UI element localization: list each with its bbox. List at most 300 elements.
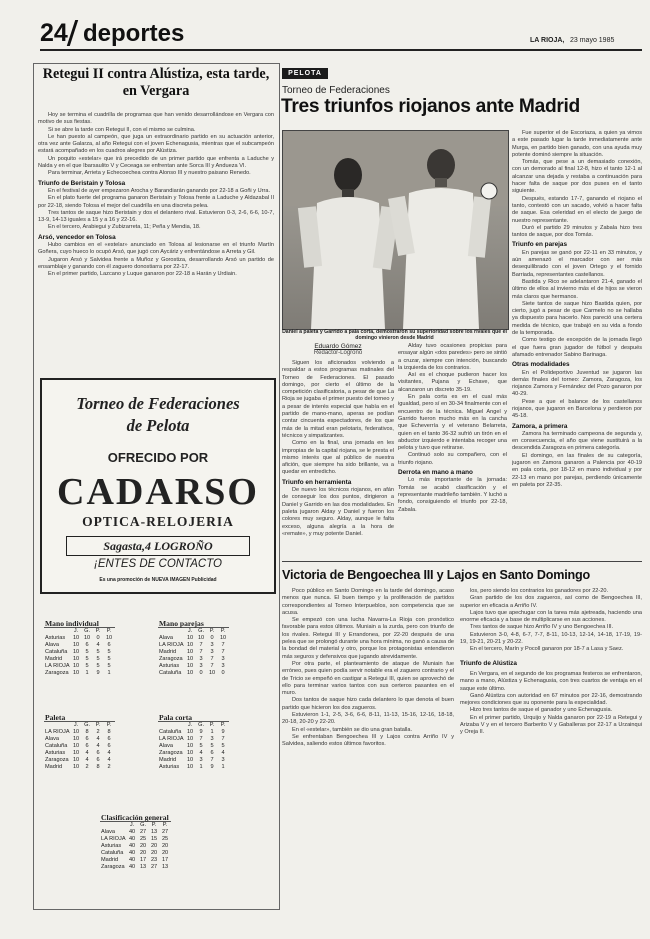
col-head: J.: [187, 628, 193, 634]
stat-cell: 27: [139, 829, 147, 835]
team-cell: Zaragoza: [45, 757, 69, 763]
table-row: [44, 736, 115, 743]
stat-cell: 13: [161, 864, 169, 870]
table-row: [44, 642, 115, 649]
standings-paleta: [44, 714, 115, 771]
stat-cell: 10: [186, 757, 194, 763]
paragraph: Estuvieron 3-0, 4-8, 6-7, 7-7, 8-11, 10-13, 12-14, 14-18, 17-19, 19-19, 19-21, 20-21 y 20-22.: [460, 631, 642, 646]
stat-cell: 40: [128, 864, 136, 870]
table-title: Paleta: [44, 714, 115, 722]
section-title: deportes: [83, 20, 185, 47]
paragraph: En el tercero, Arabiegui y Zubizarreta, 11; Peña y Mendia, 18.: [48, 224, 201, 231]
stat-cell: 5: [85, 649, 89, 655]
paragraph: El domingo, en las finales de su categoría, jugaron en Zamora ganaron a Palencia por 40-19 en pala corta, por 18-12 en mano individual y por 22-13 en mano por parejas, perdiendo únicamente en paleta por 22-35.: [512, 452, 642, 488]
subheading: Zamora, a primera: [512, 422, 568, 430]
table-row: [44, 635, 115, 642]
article-headline: Tres triunfos riojanos ante Madrid: [281, 96, 580, 117]
stat-cell: 6: [107, 736, 111, 742]
main-col-1: [282, 343, 394, 553]
advert-address: Sagasta,4 LOGROÑO: [66, 536, 250, 556]
article-photo: [282, 130, 509, 330]
stat-cell: 1: [107, 670, 111, 676]
stat-cell: 10: [72, 743, 80, 749]
divider-rule: [282, 561, 642, 562]
stat-cell: 40: [128, 857, 136, 863]
stat-cell: 5: [210, 743, 214, 749]
stat-cell: 10: [72, 649, 80, 655]
paragraph: Fue superior el de Escoriaza, a quien ya vimos a este pasado lugar la tarde inmediatamente ante Murga, en partido bien ganado, con una ayuda muy potente dominó siempre la situación.: [512, 130, 642, 158]
paragraph: Hoy se termina el cuadrilla de programas que han venido desarrollándose en Vergara con motivo de sus fiestas.: [38, 112, 274, 126]
paragraph: En el tercero, Marín y Pocoll ganaron por 18-7 a Lasa y Saez.: [470, 646, 624, 653]
stat-cell: 9: [199, 729, 203, 735]
stat-cell: 3: [221, 757, 225, 763]
stat-cell: 5: [96, 656, 100, 662]
table-row: [44, 729, 115, 736]
table-row: [158, 743, 229, 750]
stat-cell: 4: [107, 757, 111, 763]
stat-cell: 2: [85, 764, 89, 770]
stat-cell: 10: [186, 736, 194, 742]
paragraph: Zamora ha terminado campeona de segunda y, en consecuencia, el año que viene sustituirá a la descendida Zaragoza en primera categoría.: [512, 430, 642, 452]
subheading: Derrota en mano a mano: [398, 469, 473, 477]
paragraph: Lajos tuvo que apechugar con la tarea más ajetreada, haciendo una enorme eficacia y a base de multiplicarse en sus acciones.: [460, 609, 642, 624]
standings-table: [158, 714, 229, 771]
team-cell: Madrid: [101, 857, 119, 863]
team-cell: LA RIOJA: [159, 642, 184, 648]
stat-cell: 4: [96, 642, 100, 648]
table-title: Mano parejas: [158, 620, 229, 628]
stat-cell: 7: [199, 642, 203, 648]
standings-general: [100, 814, 171, 871]
stat-cell: 8: [96, 764, 100, 770]
table-row: [100, 836, 171, 843]
table-row: [100, 850, 171, 857]
stat-cell: 10: [208, 670, 216, 676]
stat-cell: 7: [221, 642, 225, 648]
header-rule: [40, 49, 642, 51]
col-head: P.: [151, 822, 157, 828]
stat-cell: 3: [221, 656, 225, 662]
bottom-col-1: [282, 588, 454, 910]
stat-cell: 8: [85, 729, 89, 735]
stat-cell: 3: [199, 757, 203, 763]
stat-cell: 0: [210, 635, 214, 641]
col-head: J.: [129, 822, 135, 828]
team-cell: Alava: [45, 642, 59, 648]
table-row: [158, 757, 229, 764]
stat-cell: 6: [210, 750, 214, 756]
team-cell: Asturias: [45, 635, 66, 641]
stat-cell: 20: [150, 850, 158, 856]
stat-cell: 10: [197, 635, 205, 641]
subheading: Otras modalidades: [512, 361, 570, 369]
paragraph: Alday tuvo ocasiones propicias para ensayar algún «dos paredes» pero se sintió a cruzar, siempre con intención, buscando la izquierda de los contrarios.: [398, 343, 507, 371]
table-title: Clasificación general: [101, 813, 169, 822]
stat-cell: 5: [85, 663, 89, 669]
stat-cell: 9: [96, 670, 100, 676]
col-head: J.: [187, 722, 193, 728]
paragraph: Se empezó con una lucha Navarra-La Rioja con pronóstico favorable para estos últimos. Muniain a la zurda, pero con triunfo de los rivales. Retegui III y Errandonea, por 22-20 después de una pelea que se prolongó durante una hora mínima, no ganó a causa de la bondad del material y otro, porque los protagonistas entendieron más seguros y defensivos que jugando atrevidamente.: [282, 617, 454, 660]
team-cell: Cataluña: [45, 743, 68, 749]
stat-cell: 25: [161, 836, 169, 842]
stat-cell: 17: [139, 857, 147, 863]
stat-cell: 10: [186, 729, 194, 735]
stat-cell: 27: [150, 864, 158, 870]
stat-cell: 6: [85, 743, 89, 749]
subheading: Triunfo en parejas: [512, 241, 568, 249]
stat-cell: 3: [210, 642, 214, 648]
paragraph: En el festival de ayer empezaron Arocha y Barandiarán ganando por 22-18 a Goñi y Urra.: [48, 187, 271, 194]
paragraph: Duró el partido 29 minutos y Zabala hizo tres tantos de saque, por dos Tomás.: [512, 224, 642, 239]
bottom-headline: Victoria de Bengoechea III y Lajos en Santo Domingo: [282, 568, 590, 582]
section-tag: PELOTA: [282, 68, 328, 79]
col-head: J.: [73, 628, 79, 634]
stat-cell: 1: [199, 764, 203, 770]
team-cell: LA RIOJA: [101, 836, 126, 842]
table-row: [44, 743, 115, 750]
table-row: [100, 857, 171, 864]
stat-cell: 5: [107, 656, 111, 662]
byline-role: Redactor-Logroño: [313, 350, 363, 356]
stat-cell: 7: [199, 736, 203, 742]
paragraph: Para terminar, Arrieta y Echecoechea contra Alonso III y nuestro paisano Renedo.: [48, 170, 251, 177]
stat-cell: 1: [210, 729, 214, 735]
stat-cell: 3: [199, 656, 203, 662]
advert-line1: Torneo de Federaciones: [76, 394, 240, 413]
paragraph: En el «estelar», también se dio una gran batalla.: [292, 726, 413, 733]
col-head: G.: [140, 822, 147, 828]
stat-cell: 10: [72, 757, 80, 763]
standings-table: [158, 620, 229, 677]
team-cell: Madrid: [159, 757, 177, 763]
stat-cell: 10: [219, 635, 227, 641]
col-head: P.: [220, 722, 226, 728]
stat-cell: 4: [199, 750, 203, 756]
stat-cell: 10: [72, 635, 80, 641]
col-head: G.: [198, 722, 205, 728]
stat-cell: 40: [128, 850, 136, 856]
stat-cell: 10: [72, 656, 80, 662]
subheading: Triunfo en herramienta: [282, 478, 352, 486]
table-title: Mano individual: [44, 620, 115, 628]
advert-contact: ¡ENTES DE CONTACTO: [94, 558, 222, 570]
team-cell: Madrid: [45, 656, 63, 662]
paragraph: En parejas se ganó por 22-11 en 33 minutos, y aún amenazó el marcador con ser más desequilibrado con el joven Ortego y el fornido Barriada, representantes castellanos.: [512, 249, 642, 278]
team-cell: Cataluña: [45, 649, 68, 655]
table-row: [44, 764, 115, 771]
standings-pala-corta: [158, 714, 229, 771]
paragraph: Poco público en Santo Domingo en la tarde del domingo, acaso menos que nunca. El buen tiempo y la proliferación de partidos correspondientes al Torneo Interpueblos, son competencia que se acusa.: [282, 588, 454, 616]
paragraph: Bastida y Rico se adelantaron 21-4, ganado el último de ellos al invierno más el de hijos se vieron más claros que hermanos.: [512, 278, 642, 300]
table-row: [44, 757, 115, 764]
standings-mano-parejas: [158, 620, 229, 677]
paragraph: Siete tantos de saque hizo Bastida quien, por cierto, jugó a pesar de que Carmelo no se hallaba ya dispuesto para hacerlo. Nos pareció una certera medida de técnico, que trabajó en su vida a fondo de la temporada.: [512, 300, 642, 337]
column-text: [282, 360, 394, 538]
col-head: P.: [220, 628, 226, 634]
paragraph: Así es el choque pudieron hacer los visitantes, Pujana y Echave, que alcanzaron un discreto 35-19.: [398, 372, 507, 393]
stat-cell: 4: [221, 750, 225, 756]
stat-cell: 7: [221, 736, 225, 742]
col-head: P.: [162, 822, 168, 828]
table-row: [100, 864, 171, 871]
players-photo: [283, 131, 508, 329]
stat-cell: 1: [221, 764, 225, 770]
stat-cell: 40: [128, 843, 136, 849]
team-cell: Asturias: [45, 750, 66, 756]
stat-cell: 4: [85, 750, 89, 756]
table-row: [158, 750, 229, 757]
team-cell: Madrid: [159, 649, 177, 655]
col-head: P.: [209, 628, 215, 634]
stat-cell: 20: [161, 850, 169, 856]
standings-table: [100, 814, 171, 871]
stat-cell: 9: [221, 729, 225, 735]
stat-cell: 10: [72, 642, 80, 648]
stat-cell: 5: [96, 663, 100, 669]
stat-cell: 10: [72, 750, 80, 756]
byline: Eduardo Gómez: [314, 343, 362, 350]
stat-cell: 6: [85, 642, 89, 648]
stat-cell: 10: [186, 642, 194, 648]
col-head: G.: [84, 628, 91, 634]
team-cell: Zaragoza: [159, 656, 183, 662]
paragraph: De nuevo los técnicos riojanos, en afán de conseguir los dos puntos, dirigieron a Daniel y Garrido en las dos modalidades. En paleta jugaron Alday y Daniel y fueron los colores muy seguro. Alday, aunque le falta exceso, alguna alegría a la hora de «remate», y muy potente Daniel.: [282, 487, 394, 537]
stat-cell: 4: [96, 736, 100, 742]
team-cell: Zaragoza: [159, 750, 183, 756]
stat-cell: 7: [199, 649, 203, 655]
team-cell: Alava: [159, 635, 173, 641]
table-row: [158, 736, 229, 743]
table-row: [158, 656, 229, 663]
stat-cell: 2: [96, 729, 100, 735]
table-row: [158, 670, 229, 677]
stat-cell: 15: [150, 836, 158, 842]
stat-cell: 10: [186, 670, 194, 676]
paragraph: Si se abre la tarde con Retegui II, con el mismo se culmina.: [48, 126, 196, 133]
stat-cell: 6: [107, 642, 111, 648]
team-cell: Cataluña: [101, 850, 124, 856]
col-head: P.: [106, 722, 112, 728]
table-row: [44, 656, 115, 663]
stat-cell: 27: [161, 829, 169, 835]
stat-cell: 4: [85, 757, 89, 763]
stat-cell: 6: [96, 750, 100, 756]
paragraph: Hizo tres tantos de saque el ganador y uno Echenagusia.: [470, 707, 613, 714]
stat-cell: 6: [96, 757, 100, 763]
table-row: [44, 670, 115, 677]
stat-cell: 3: [221, 663, 225, 669]
paragraph: En pala corta es en el cual más igualdad, pero sí en 30-34 finalmente con el encuentro de la técnica. Miguel Angel y Garrido fueron mucho más en la cancha que Echeverría y el veterano Belarreta, quien en el tanto 36-32 sufrió un tirón en el abductor izquierdo e intentaba recoger una pelota y tuvo que retirarse.: [398, 394, 507, 452]
stat-cell: 0: [199, 670, 203, 676]
team-cell: Asturias: [159, 764, 180, 770]
team-cell: Alava: [101, 829, 115, 835]
newspaper-name: LA RIOJA,: [530, 37, 565, 44]
team-cell: Cataluña: [159, 670, 182, 676]
table-row: [158, 635, 229, 642]
table-row: [100, 829, 171, 836]
bottom-col-2: [460, 588, 642, 910]
col-head: J.: [73, 722, 79, 728]
stat-cell: 10: [186, 656, 194, 662]
table-title: Pala corta: [158, 714, 229, 722]
paragraph: En Vergara, en el segundo de los programas festeros se enfrentaron, mano a mano, Alústiza y Echenagusia, con tres cuartos de ventaja en el saque este último.: [460, 670, 642, 692]
team-cell: Asturias: [159, 663, 180, 669]
stat-cell: 20: [161, 843, 169, 849]
paragraph: Le han puesto al campeón, que juga un extraordinario partido en su actuación anterior, otra vez ante Galarza, al año Retegui con el joven Echenagusia, mientras que el subcampeón estará acompañado en los cuadros alegres por Alústiza.: [38, 133, 274, 155]
paragraph: los, pero siendo los contrarios los ganadores por 22-20.: [470, 588, 609, 594]
stat-cell: 10: [105, 635, 113, 641]
stat-cell: 4: [107, 750, 111, 756]
table-row: [44, 649, 115, 656]
col-head: G.: [198, 628, 205, 634]
stat-cell: 5: [96, 649, 100, 655]
col-head: P.: [95, 722, 101, 728]
paragraph: En el primer partido, Lazcano y Luque ganaron por 22-18 a Harán y Urdiain.: [48, 271, 237, 278]
table-row: [100, 843, 171, 850]
stat-cell: 3: [210, 736, 214, 742]
paragraph: Después, estando 17-7, ganando el riojano el tanto, contestó con un sacado, volvió a hacer falta de saque. Esa celeridad en el electo de juego de nuestro representante.: [512, 195, 642, 224]
stat-cell: 5: [107, 663, 111, 669]
paragraph: Tres tantos de saque hizo Arriño IV y uno Bengoechea III.: [470, 624, 614, 631]
stat-cell: 1: [85, 670, 89, 676]
stat-cell: 40: [128, 836, 136, 842]
stat-cell: 23: [150, 857, 158, 863]
stat-cell: 10: [186, 635, 194, 641]
col-head: P.: [209, 722, 215, 728]
main-col-3: [512, 130, 642, 553]
team-cell: Zaragoza: [45, 670, 69, 676]
stat-cell: 5: [107, 649, 111, 655]
stat-cell: 10: [72, 663, 80, 669]
stat-cell: 10: [186, 743, 194, 749]
left-article: [38, 66, 274, 366]
team-cell: Alava: [45, 736, 59, 742]
page-header: [40, 17, 642, 57]
table-row: [44, 750, 115, 757]
paragraph: Siguen los aficionados volviendo a respaldar a estos programas matinales del Torneo de Federaciones. El pasado domingo, por cierto el último de la competición clasificatoria, a pesar de que La Rioja se jugaba el primer puesto del torneo y a pesar de interés especial que había en el partido de mano-mano, aperas se podían contar cincuenta espectadores, de los que más de la mitad eran pelotaris, federativos, técnicos y simpatizantes.: [282, 360, 394, 439]
table-row: [158, 729, 229, 736]
stat-cell: 4: [96, 743, 100, 749]
stat-cell: 20: [139, 850, 147, 856]
team-cell: LA RIOJA: [159, 736, 184, 742]
stat-cell: 10: [72, 670, 80, 676]
paragraph: Tres tantos de saque hizo Beristain y dos el delantero rival. Estuvieron 0-3, 2-6, 6-6, 10-7, 13-9, 14-13 iguales a 15 y a 16 y 22-16.: [38, 209, 274, 224]
standings-table: [44, 620, 115, 677]
team-cell: Zaragoza: [101, 864, 125, 870]
subheading: Triunfo de Beristain y Tolosa: [38, 179, 126, 187]
team-cell: Alava: [159, 743, 173, 749]
stat-cell: 5: [221, 743, 225, 749]
paragraph: En el Polideportivo Juventud se jugaron las demás finales del torneo: Zamora, Zaragoza, los riojanos Zamora y Fernández del Pozo ganaron por 40-29.: [512, 369, 642, 398]
paragraph: Estuvieron 1-1, 2-5, 3-6, 6-6, 8-11, 11-13, 15-16, 12-16, 18-18, 20-18, 20-20 y 22-20.: [282, 712, 454, 726]
paragraph: Continuó solo su compañero, con el triunfo riojano.: [398, 452, 507, 466]
article-kicker: Torneo de Federaciones: [282, 85, 390, 96]
col-head: G.: [84, 722, 91, 728]
stat-cell: 5: [85, 656, 89, 662]
main-col-2: [398, 343, 507, 553]
stat-cell: 10: [72, 729, 80, 735]
paragraph: Un poquito «estelar» que irá precedido de un primer partido que enfrenta a Laduche y Nalda y en el que Ibarsaulito V y Ceceaga se enfrentan ante Sorca III y Andueza VI.: [38, 155, 274, 170]
advert-line3: OFRECIDO POR: [107, 450, 209, 465]
advert-box: [40, 378, 276, 594]
paragraph: Como en la final, una jornada en les impropias de la capital riojana, se le presta el mismo interés que al público de nuestra afición, que siempre ha sido brillante, va a quedar en entredicho.: [282, 440, 394, 476]
stat-cell: 13: [139, 864, 147, 870]
advert-line5: OPTICA-RELOJERIA: [82, 514, 234, 529]
paragraph: Gran partido de los dos zagueros, así como de Bengoechea III, superior en eficacia a Arriño IV.: [460, 595, 642, 609]
paragraph: Tomás, que pese a un demasiado conexión, con un demorado al final 12-8, hizo el tanto 12-1 al alcanzar una dejada y restaba a continuación para hacer falta de saque por dos puses en el tanto siguiente.: [512, 159, 642, 195]
stat-cell: 10: [72, 764, 80, 770]
left-article-title: Retegui II contra Alústiza, esta tarde, en Vergara: [42, 66, 270, 99]
stat-cell: 2: [107, 764, 111, 770]
stat-cell: 7: [210, 656, 214, 662]
stat-cell: 17: [161, 857, 169, 863]
standings-mano-individual: [44, 620, 115, 677]
stat-cell: 7: [221, 649, 225, 655]
paragraph: Se enfrentaban Bengoechea III y Lajos contra Arriño IV y Salvidea, saliendo estos últimos favoritos.: [282, 733, 454, 748]
paragraph: Como testigo de excepción de la jornada llegó el que fuera gran jugador de fútbol y después afamado entrenador Sabino Barinaga.: [512, 337, 642, 358]
header-slash: [67, 20, 78, 46]
advert-brand: CADARSO: [57, 471, 259, 513]
stat-cell: 10: [83, 635, 91, 641]
stat-cell: 0: [221, 670, 225, 676]
team-cell: LA RIOJA: [45, 663, 70, 669]
stat-cell: 10: [186, 649, 194, 655]
stat-cell: 7: [210, 757, 214, 763]
subheading: Arsó, vencedor en Tolosa: [38, 233, 116, 241]
stat-cell: 10: [186, 764, 194, 770]
advert-line2: de Pelota: [126, 416, 190, 435]
col-head: P.: [95, 628, 101, 634]
table-row: [158, 642, 229, 649]
paragraph: Lo más importante de la jornada: Tomás se acabó clasificación y el representante madrileño también. Y luchó a fondo, consiguiendo el triunfo por 22-18, Zabala.: [398, 477, 507, 513]
paragraph: En el primer partido, Urquijo y Nalda ganaron por 22-19 a Retegui y Arizaba V y en el tercero Barberito V y Gaballeras por 22-17 a Urzainqui y Oreja II.: [460, 714, 642, 736]
team-cell: Madrid: [45, 764, 63, 770]
team-cell: Asturias: [101, 843, 122, 849]
stat-cell: 20: [139, 843, 147, 849]
table-row: [44, 663, 115, 670]
standings-table: [44, 714, 115, 771]
team-cell: LA RIOJA: [45, 729, 70, 735]
stat-cell: 6: [85, 736, 89, 742]
paragraph: En el plato fuerte del programa ganaron Beristain y Tolosa frente a Laduche y Aldazabal II por 22-18, siendo Tolosa el mejor del cuadrilla en una discreta pelea.: [38, 195, 274, 209]
advert-footer: Es una promoción de NUEVA IMAGEN Publicidad: [99, 577, 217, 583]
stat-cell: 13: [150, 829, 158, 835]
table-row: [158, 663, 229, 670]
stat-cell: 5: [199, 743, 203, 749]
paragraph: Dos tantos de saque hizo cada delantero lo que denota el buen partido que hicieron los dos zagueros.: [282, 697, 454, 711]
col-head: P.: [106, 628, 112, 634]
stat-cell: 3: [210, 649, 214, 655]
table-row: [158, 649, 229, 656]
paragraph: Por otra parte, el planteamiento de ataque de Muniain fue erróneo, pues quien podía servir notable era el zaguero contrario y el de Tricio se empeñó en castigar a Retegui III, quien se aprovechó de ello para terminar varios tantos con sus certeros pasantes en el muro.: [282, 660, 454, 697]
stat-cell: 25: [139, 836, 147, 842]
stat-cell: 10: [72, 736, 80, 742]
stat-cell: 10: [186, 750, 194, 756]
page-number: 24: [40, 19, 68, 47]
left-article-body: [38, 112, 274, 370]
issue-date: 23 mayo 1985: [570, 37, 615, 44]
paragraph: Pese a que el balance de los castellanos riojanos, que jugaron en Barcelona y perdieron por 45-18.: [512, 398, 642, 420]
stat-cell: 3: [199, 663, 203, 669]
stat-cell: 40: [128, 829, 136, 835]
team-cell: Cataluña: [159, 729, 182, 735]
stat-cell: 8: [107, 729, 111, 735]
stat-cell: 6: [107, 743, 111, 749]
stat-cell: 0: [96, 635, 100, 641]
stat-cell: 10: [186, 663, 194, 669]
stat-cell: 9: [210, 764, 214, 770]
photo-caption: Daniel a paleta y Garrido a pala corta, demostraron su superioridad sobre los rivales que el domingo vinieron desde Madrid: [282, 329, 507, 342]
